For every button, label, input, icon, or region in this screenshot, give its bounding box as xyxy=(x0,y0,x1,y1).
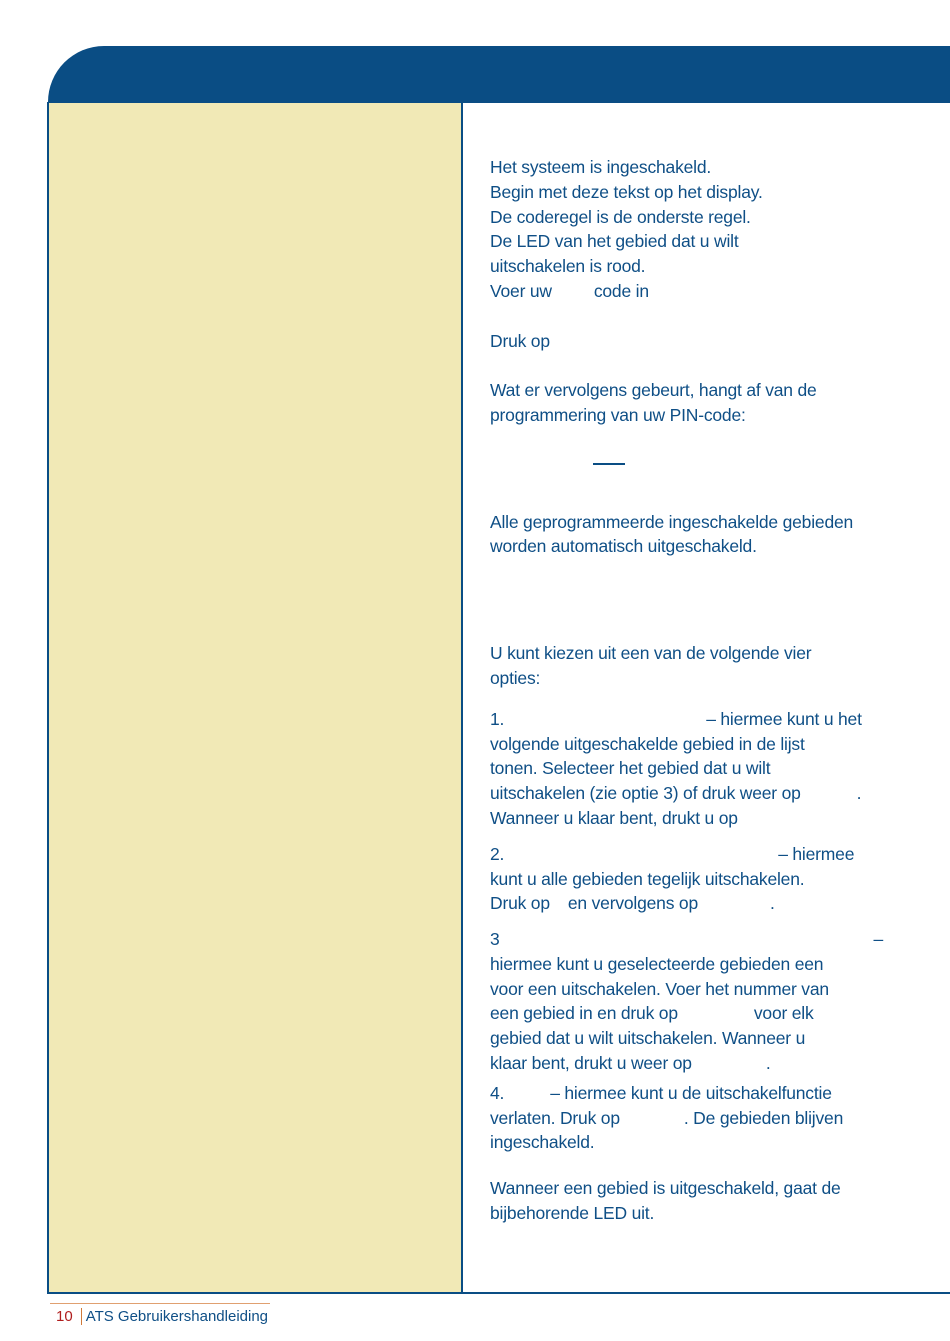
opt3-line-6 xyxy=(490,1051,770,1076)
next-line-1: Wat er vervolgens gebeurt, hangt af van de xyxy=(490,380,817,400)
opt1-text-1: – hiermee kunt u het xyxy=(706,709,862,729)
opt4-text-2a: verlaten. Druk op xyxy=(490,1108,620,1128)
opt2-line-3 xyxy=(490,891,775,916)
opt1-text-4b: . xyxy=(856,783,862,803)
opt1-line-2: volgende uitgeschakelde gebied in de lijst xyxy=(490,734,805,754)
choose-line-1: U kunt kiezen uit een van de volgende vier xyxy=(490,643,812,663)
header-band xyxy=(48,46,950,103)
opt3-text-6b: . xyxy=(765,1053,771,1073)
opt2-text-1: – hiermee xyxy=(778,844,855,864)
opt1-line-4 xyxy=(490,781,861,806)
opt3-text-4a: een gebied in en druk op xyxy=(490,1003,678,1023)
opt3-dash: – xyxy=(873,929,884,949)
opt2-line-1 xyxy=(490,842,854,867)
opt1-line-5: Wanneer u klaar bent, drukt u op xyxy=(490,808,738,828)
opt1-line-1 xyxy=(490,707,862,732)
opt4-number: 4. xyxy=(490,1083,505,1103)
end-line-2: bijbehorende LED uit. xyxy=(490,1203,655,1223)
opt4-line-1 xyxy=(490,1081,832,1106)
opt2-text-3a: Druk op xyxy=(490,893,550,913)
opt2-line-2: kunt u alle gebieden tegelijk uitschakelen. xyxy=(490,869,805,889)
opt3-line-4 xyxy=(490,1001,814,1026)
auto-line-2: worden automatisch uitgeschakeld. xyxy=(490,536,757,556)
opt4-text-2b: . De gebieden blijven xyxy=(683,1108,844,1128)
enter-code-line xyxy=(490,279,649,304)
footer xyxy=(50,1304,268,1328)
opt4-text-1: – hiermee kunt u de uitschakelfunctie xyxy=(550,1083,832,1103)
intro-line-5: uitschakelen is rood. xyxy=(490,256,646,276)
opt3-line-1 xyxy=(490,927,883,952)
choose-line-2: opties: xyxy=(490,668,541,688)
opt2-text-3b: en vervolgens op xyxy=(567,893,698,913)
opt4-line-3: ingeschakeld. xyxy=(490,1132,595,1152)
opt3-line-3: voor een uitschakelen. Voer het nummer van xyxy=(490,979,829,999)
opt3-text-4b: voor elk xyxy=(753,1003,814,1023)
auto-line-1: Alle geprogrammeerde ingeschakelde gebieden xyxy=(490,512,854,532)
opt1-text-4a: uitschakelen (zie optie 3) of druk weer op xyxy=(490,783,801,803)
end-line-1: Wanneer een gebied is uitgeschakeld, gaat de xyxy=(490,1178,841,1198)
opt2-number: 2. xyxy=(490,844,505,864)
opt1-number: 1. xyxy=(490,709,505,729)
opt3-line-2: hiermee kunt u geselecteerde gebieden een xyxy=(490,954,824,974)
underline-mark xyxy=(593,463,625,465)
enter-code-a: Voer uw xyxy=(490,281,552,301)
intro-line-1: Het systeem is ingeschakeld. xyxy=(490,157,712,177)
intro-line-3: De coderegel is de onderste regel. xyxy=(490,207,751,227)
opt4-line-2 xyxy=(490,1106,843,1131)
opt2-text-3c: . xyxy=(769,893,775,913)
opt3-text-6a: klaar bent, drukt u weer op xyxy=(490,1053,692,1073)
page-number: 10 xyxy=(50,1308,82,1325)
intro-line-4: De LED van het gebied dat u wilt xyxy=(490,231,739,251)
press-line: Druk op xyxy=(490,331,550,351)
opt1-line-3: tonen. Selecteer het gebied dat u wilt xyxy=(490,758,771,778)
opt3-line-5: gebied dat u wilt uitschakelen. Wanneer u xyxy=(490,1028,806,1048)
footer-title: ATS Gebruikershandleiding xyxy=(85,1307,269,1325)
column-divider xyxy=(461,103,463,1293)
next-line-2: programmering van uw PIN-code: xyxy=(490,405,746,425)
opt3-number: 3 xyxy=(490,929,500,949)
enter-code-b: code in xyxy=(593,281,649,301)
intro-line-2: Begin met deze tekst op het display. xyxy=(490,182,763,202)
